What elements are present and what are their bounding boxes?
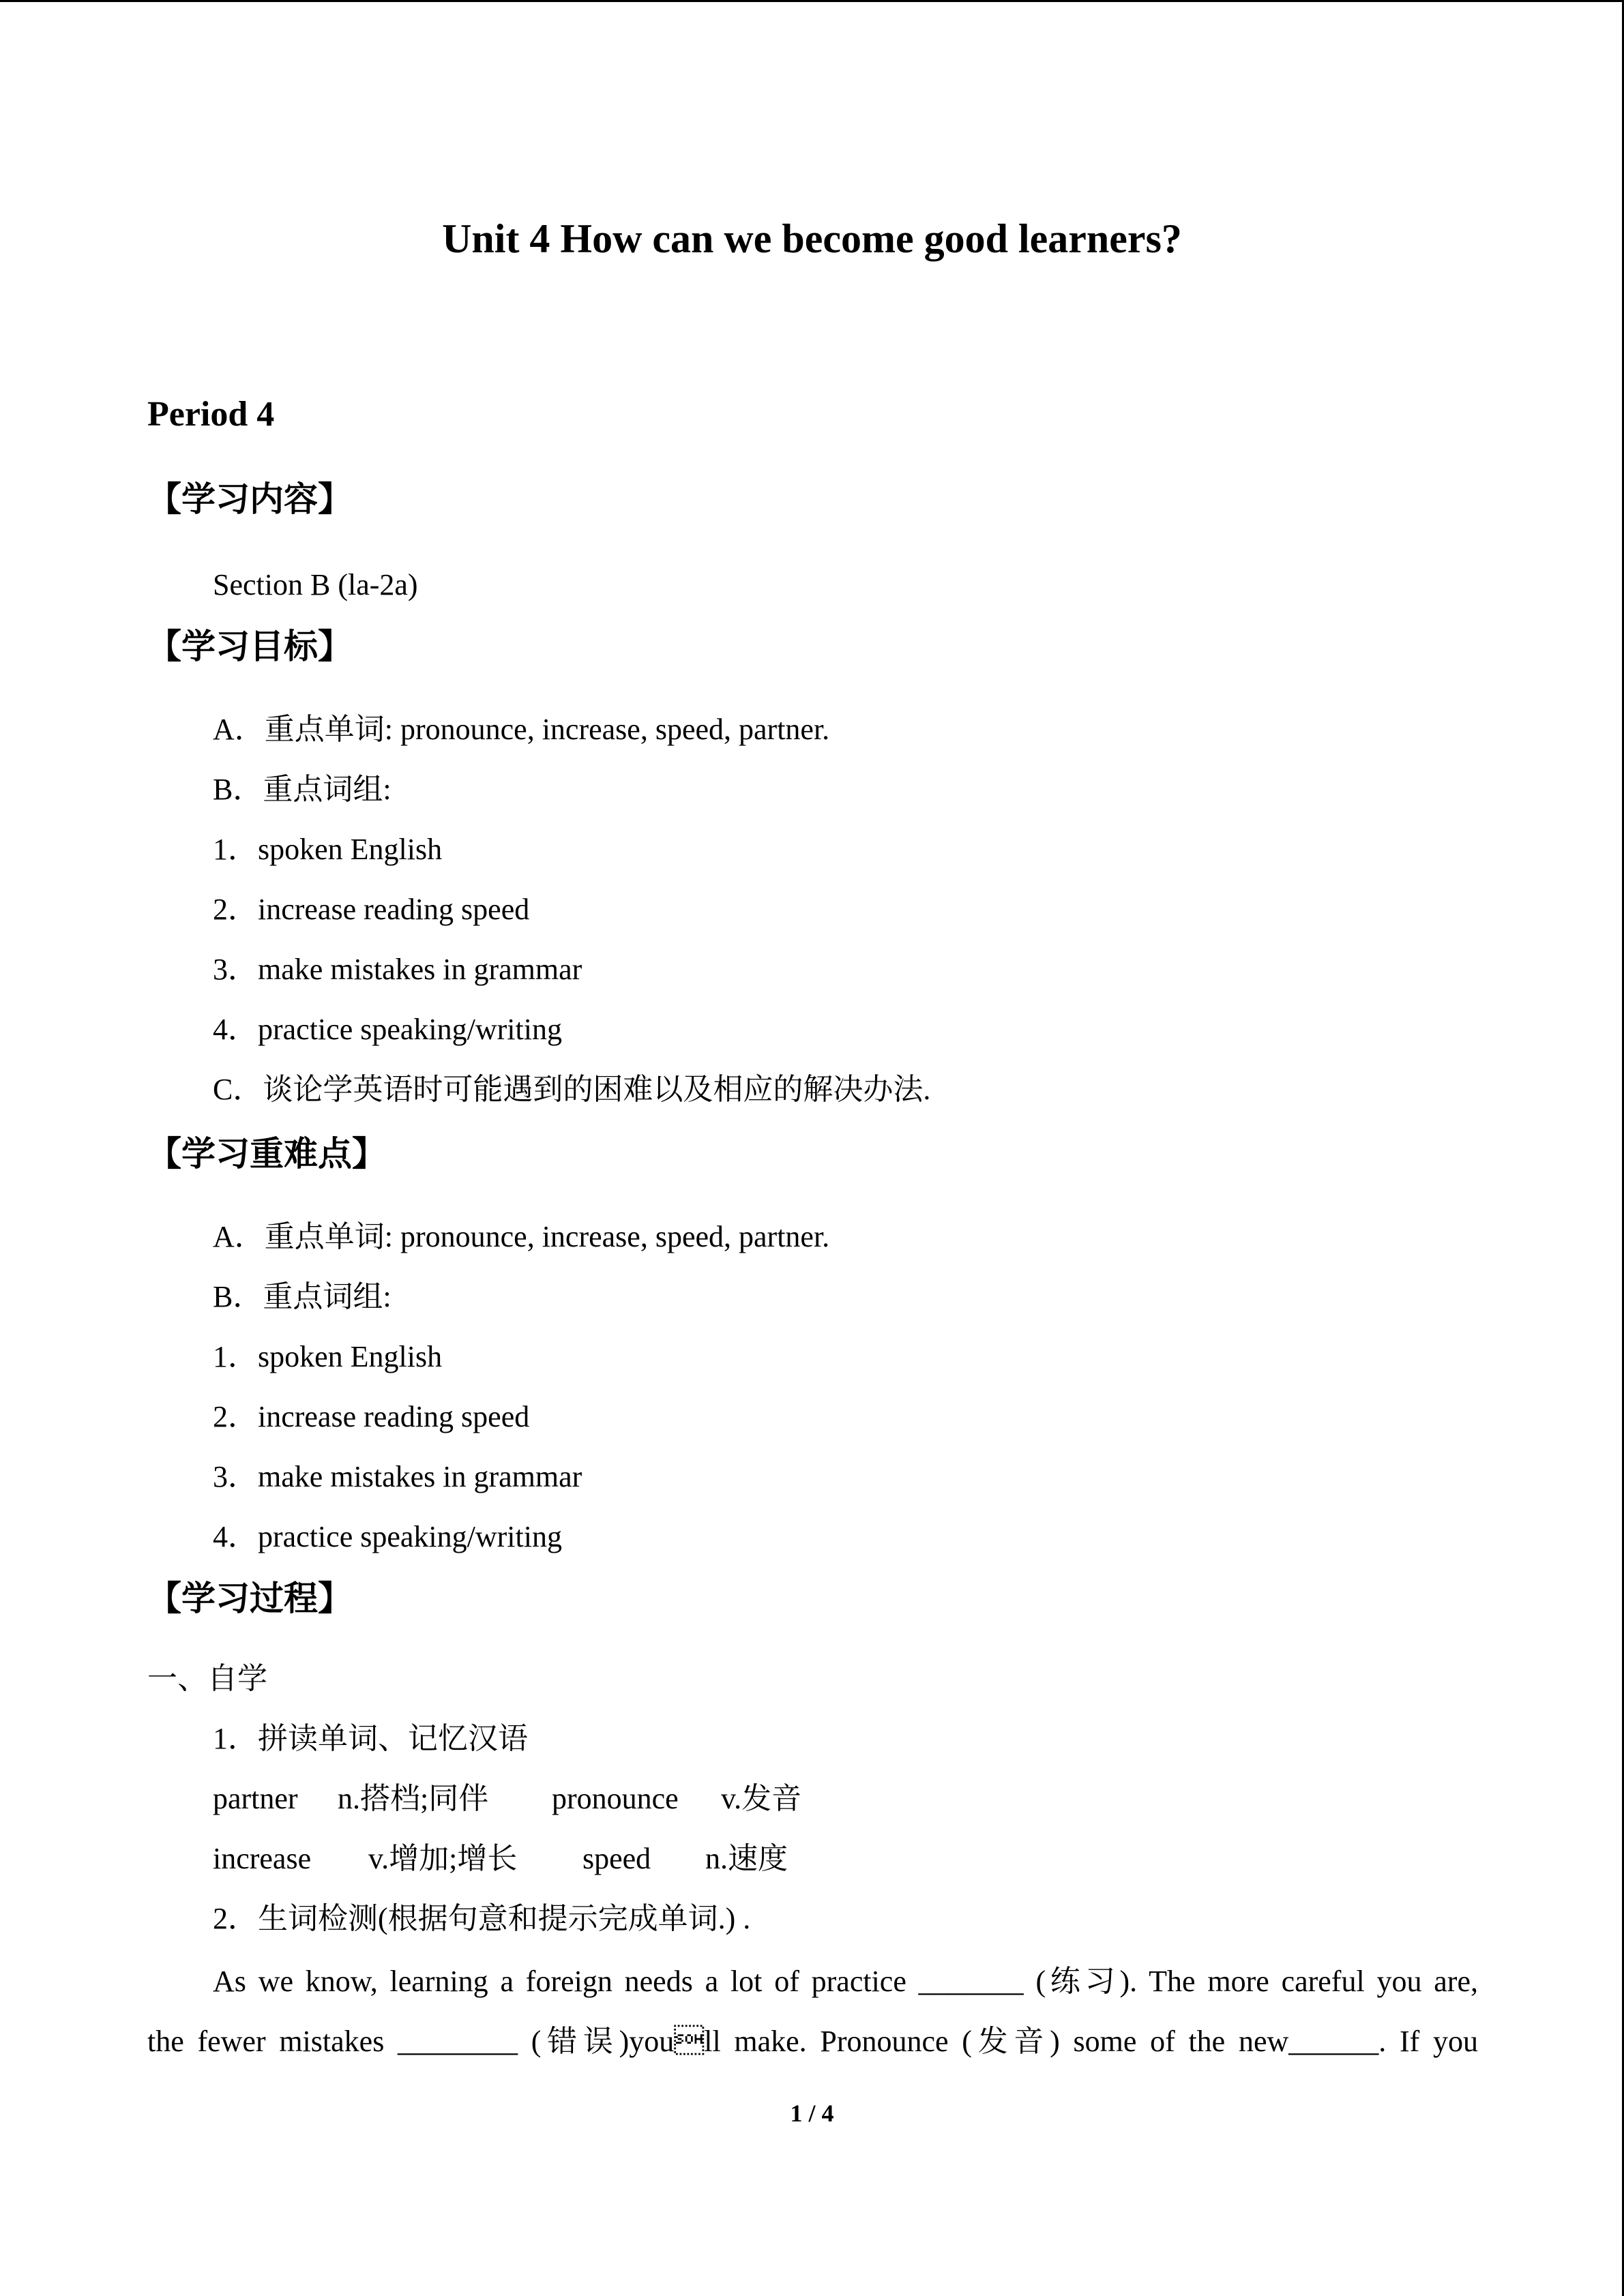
key-point-line: 4．practice speaking/writing xyxy=(213,1520,562,1553)
vocab-word: speed xyxy=(582,1842,651,1875)
exercise-text-line: As we know, learning a foreign needs a lot of practice _______ (练习). The more careful you are, xyxy=(213,1965,1478,1998)
section-reference: Section B (la-2a) xyxy=(213,568,418,601)
exercise-text-line: the fewer mistakes ________ (错误)youll make. Pronounce (发音) some of the new______. If you xyxy=(147,2025,1478,2058)
key-point-line: A．重点单词: pronounce, increase, speed, partner. xyxy=(213,1220,830,1253)
heading-learning-goals: 【学习目标】 xyxy=(147,627,352,666)
key-point-line: 2．increase reading speed xyxy=(213,1400,530,1433)
vocab-word: partner xyxy=(213,1782,298,1815)
vocab-meaning: v.增加;增长 xyxy=(368,1842,518,1875)
self-study-label: 一、自学 xyxy=(147,1662,267,1695)
vocab-meaning: v.发音 xyxy=(721,1782,802,1815)
period-label: Period 4 xyxy=(147,395,275,434)
key-point-line: 1．spoken English xyxy=(213,1340,443,1373)
goal-line: B．重点词组: xyxy=(213,773,392,806)
vocab-row xyxy=(213,1838,788,1879)
vocab-word: pronounce xyxy=(552,1782,679,1815)
goal-line: C．谈论学英语时可能遇到的困难以及相应的解决办法. xyxy=(213,1073,931,1106)
vocab-meaning: n.搭档;同伴 xyxy=(338,1782,489,1815)
goal-line: A．重点单词: pronounce, increase, speed, partner. xyxy=(213,713,830,746)
key-point-line: B．重点词组: xyxy=(213,1280,392,1313)
goal-line: 3．make mistakes in grammar xyxy=(213,953,582,986)
goal-line: 1．spoken English xyxy=(213,833,443,866)
page-border-top xyxy=(0,0,1624,2)
vocab-row xyxy=(213,1778,801,1819)
vocab-meaning: n.速度 xyxy=(705,1842,788,1875)
step-two-label: 2．生词检测(根据句意和提示完成单词.) . xyxy=(213,1902,751,1935)
heading-learning-content: 【学习内容】 xyxy=(147,479,352,519)
step-one-label: 1．拼读单词、记忆汉语 xyxy=(213,1722,528,1755)
heading-learning-process: 【学习过程】 xyxy=(147,1579,352,1618)
goal-line: 2．increase reading speed xyxy=(213,893,530,926)
vocab-word: increase xyxy=(213,1842,312,1875)
document-title: Unit 4 How can we become good learners? xyxy=(442,216,1182,261)
heading-key-points: 【学习重难点】 xyxy=(147,1134,386,1174)
page-number: 1 / 4 xyxy=(790,2100,834,2127)
goal-line: 4．practice speaking/writing xyxy=(213,1013,562,1046)
key-point-line: 3．make mistakes in grammar xyxy=(213,1460,582,1493)
